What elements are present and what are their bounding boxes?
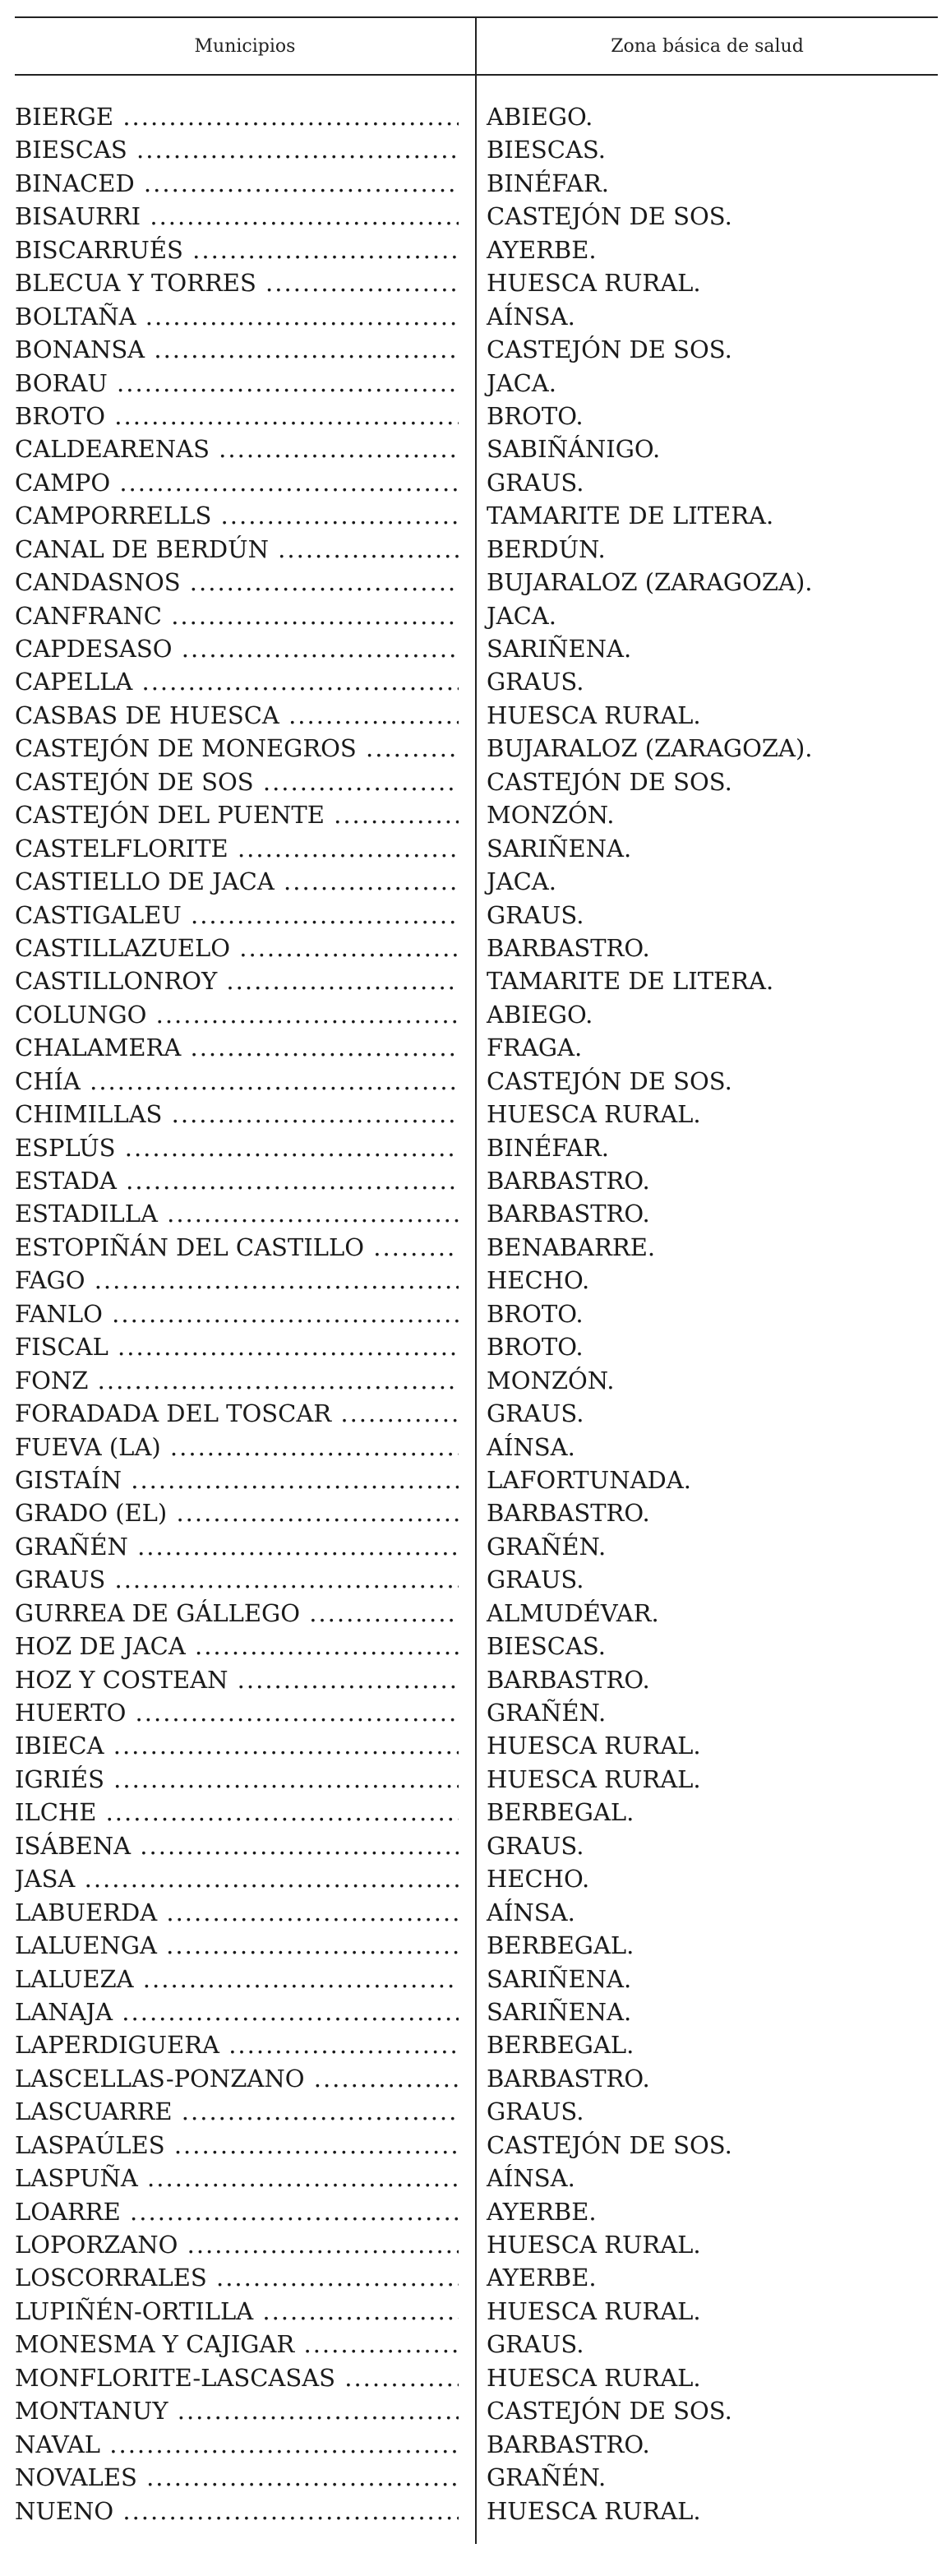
zona-cell: BARBASTRO. (487, 2064, 650, 2093)
table-row (15, 2028, 938, 2061)
zona-cell: HUESCA RURAL. (487, 2496, 701, 2525)
municipio-cell: NOVALES ..... (15, 2461, 459, 2494)
municipio-cell: HUERTO ..... (15, 1696, 459, 1729)
table-row (15, 2428, 938, 2461)
zona-cell: HUESCA RURAL. (487, 2363, 701, 2392)
zona-cell: HUESCA RURAL. (487, 269, 701, 298)
table-row (15, 699, 938, 732)
municipio-cell: GISTAÍN ..... (15, 1464, 459, 1496)
municipio-cell: LASCUARRE ..... (15, 2095, 459, 2128)
zona-cell: MONZÓN. (487, 801, 615, 830)
zona-cell: CASTEJÓN DE SOS. (487, 1066, 732, 1095)
municipio-cell: HOZ DE JACA ..... (15, 1630, 459, 1663)
municipio-cell: JASA ..... (15, 1862, 459, 1895)
table-row (15, 964, 938, 997)
municipio-cell: CALDEARENAS ..... (15, 432, 459, 465)
table-row (15, 133, 938, 166)
table-row (15, 998, 938, 1031)
zona-cell: SARIÑENA. (487, 635, 632, 663)
municipio-cell: ISÁBENA ..... (15, 1829, 459, 1862)
table-row (15, 2195, 938, 2228)
zona-cell: BIESCAS. (487, 136, 606, 164)
municipio-cell: HOZ Y COSTEAN ..... (15, 1663, 459, 1696)
zona-cell: BARBASTRO. (487, 2430, 650, 2458)
municipio-cell: CHALAMERA ..... (15, 1031, 459, 1064)
zona-cell: HECHO. (487, 1865, 590, 1894)
table-row (15, 599, 938, 632)
municipio-cell: CAPELLA ..... (15, 665, 459, 698)
municipio-cell: CASTEJÓN DE SOS ..... (15, 765, 459, 798)
municipio-cell: CASTEJÓN DE MONEGROS ..... (15, 732, 459, 765)
municipio-cell: GRAÑÉN ..... (15, 1530, 459, 1563)
table-row (15, 367, 938, 400)
zona-cell: BARBASTRO. (487, 1200, 650, 1228)
municipio-cell: LASPAÚLES ..... (15, 2129, 459, 2162)
municipio-cell: LUPIÑÉN-ORTILLA ..... (15, 2295, 459, 2328)
zona-cell: CASTEJÓN DE SOS. (487, 767, 732, 796)
municipio-cell: NUENO ..... (15, 2495, 459, 2527)
municipio-cell: LASPUÑA ..... (15, 2162, 459, 2194)
zona-cell: ALMUDÉVAR. (487, 1598, 659, 1627)
municipio-cell: CANAL DE BERDÚN ..... (15, 533, 459, 566)
zona-cell: GRAUS. (487, 1831, 584, 1860)
municipio-cell: COLUNGO ..... (15, 998, 459, 1031)
municipio-cell: GRADO (EL) ..... (15, 1496, 459, 1529)
zona-cell: BERBEGAL. (487, 1931, 635, 1960)
zona-cell: GRAUS. (487, 2097, 584, 2126)
table-row (15, 1065, 938, 1098)
zona-cell: AYERBE. (487, 2197, 597, 2226)
municipio-cell: BIERGE ..... (15, 100, 459, 133)
zona-cell: BROTO. (487, 1333, 584, 1362)
zona-cell: BUJARALOZ (ZARAGOZA). (487, 568, 813, 597)
table-row (15, 1098, 938, 1131)
table-row (15, 665, 938, 698)
zona-cell: AYERBE. (487, 2264, 597, 2292)
zona-cell: BERDÚN. (487, 534, 606, 563)
zona-cell: SARIÑENA. (487, 1997, 632, 2026)
municipio-cell: ESTADA ..... (15, 1164, 459, 1197)
municipio-cell: BINACED ..... (15, 167, 459, 200)
table-row (15, 1829, 938, 1862)
zona-cell: BARBASTRO. (487, 1167, 650, 1195)
table-row (15, 765, 938, 798)
table-row (15, 499, 938, 532)
zona-cell: GRAÑÉN. (487, 2463, 607, 2492)
table-row (15, 1464, 938, 1496)
table-row (15, 234, 938, 266)
zona-cell: GRAUS. (487, 2330, 584, 2359)
municipio-cell: MONFLORITE-LASCASAS ..... (15, 2361, 459, 2394)
table-row (15, 732, 938, 765)
municipio-cell: GRAUS ..... (15, 1563, 459, 1596)
table-row (15, 1364, 938, 1397)
municipio-cell: BORAU ..... (15, 367, 459, 400)
table-row (15, 1630, 938, 1663)
zona-cell: BIESCAS. (487, 1632, 606, 1661)
zona-cell: GRAÑÉN. (487, 1532, 607, 1561)
municipio-cell: GURREA DE GÁLLEGO ..... (15, 1597, 459, 1630)
zona-cell: CASTEJÓN DE SOS. (487, 335, 732, 364)
municipio-cell: FONZ ..... (15, 1364, 459, 1397)
municipio-cell: CASBAS DE HUESCA ..... (15, 699, 459, 732)
table-row (15, 2129, 938, 2162)
municipio-cell: FISCAL ..... (15, 1330, 459, 1363)
municipio-cell: FUEVA (LA) ..... (15, 1431, 459, 1464)
zona-cell: CASTEJÓN DE SOS. (487, 202, 732, 231)
municipios-table (15, 0, 938, 2576)
zona-cell: BUJARALOZ (ZARAGOZA). (487, 734, 813, 763)
table-body (15, 100, 938, 2527)
municipio-cell: CASTILLAZUELO ..... (15, 932, 459, 964)
municipio-cell: IGRIÉS ..... (15, 1763, 459, 1796)
municipio-cell: BROTO ..... (15, 400, 459, 432)
municipio-cell: IBIECA ..... (15, 1729, 459, 1762)
table-row (15, 2228, 938, 2261)
zona-cell: HUESCA RURAL. (487, 1100, 701, 1129)
table-row (15, 1431, 938, 1464)
table-row (15, 1663, 938, 1696)
municipio-cell: ESTOPIÑÁN DEL CASTILLO ..... (15, 1231, 459, 1264)
table-row (15, 1963, 938, 1996)
zona-cell: BERBEGAL. (487, 2031, 635, 2060)
municipio-cell: CAPDESASO ..... (15, 632, 459, 665)
municipio-cell: BLECUA Y TORRES ..... (15, 266, 459, 299)
header-municipios: Municipios (194, 35, 296, 57)
zona-cell: GRAUS. (487, 668, 584, 696)
table-row (15, 432, 938, 465)
zona-cell: SARIÑENA. (487, 834, 632, 863)
table-row (15, 1563, 938, 1596)
table-row (15, 1031, 938, 1064)
zona-cell: BERBEGAL. (487, 1798, 635, 1827)
table-row (15, 1496, 938, 1529)
table-row (15, 1763, 938, 1796)
municipio-cell: CASTILLONROY ..... (15, 964, 459, 997)
zona-cell: BROTO. (487, 1299, 584, 1328)
municipio-cell: MONTANUY ..... (15, 2394, 459, 2427)
zona-cell: GRAÑÉN. (487, 1699, 607, 1727)
table-row (15, 266, 938, 299)
zona-cell: HECHO. (487, 1266, 590, 1295)
zona-cell: CASTEJÓN DE SOS. (487, 2397, 732, 2426)
table-row (15, 832, 938, 865)
municipio-cell: NAVAL ..... (15, 2428, 459, 2461)
table-row (15, 300, 938, 333)
table-row (15, 798, 938, 831)
municipio-cell: CANFRANC ..... (15, 599, 459, 632)
table-row (15, 2162, 938, 2194)
municipio-cell: LASCELLAS-PONZANO ..... (15, 2062, 459, 2095)
table-row (15, 1197, 938, 1230)
municipio-cell: CASTELFLORITE ..... (15, 832, 459, 865)
municipio-cell: CHIMILLAS ..... (15, 1098, 459, 1131)
municipio-cell: BIESCAS ..... (15, 133, 459, 166)
municipio-cell: LOARRE ..... (15, 2195, 459, 2228)
zona-cell: AYERBE. (487, 235, 597, 264)
municipio-cell: LALUEZA ..... (15, 1963, 459, 1996)
table-row (15, 1330, 938, 1363)
zona-cell: JACA. (487, 601, 556, 630)
zona-cell: BENABARRE. (487, 1233, 656, 1261)
zona-cell: JACA. (487, 867, 556, 896)
municipio-cell: CASTEJÓN DEL PUENTE ..... (15, 798, 459, 831)
zona-cell: BARBASTRO. (487, 933, 650, 962)
municipio-cell: BISAURRI ..... (15, 200, 459, 233)
table-row (15, 865, 938, 898)
municipio-cell: BISCARRUÉS ..... (15, 234, 459, 266)
zona-cell: MONZÓN. (487, 1366, 615, 1394)
municipio-cell: CASTIELLO DE JACA ..... (15, 865, 459, 898)
table-row (15, 333, 938, 366)
table-row (15, 1929, 938, 1962)
table-row (15, 2461, 938, 2494)
table-row (15, 466, 938, 499)
table-row (15, 1231, 938, 1264)
header-zona-basica: Zona básica de salud (611, 35, 804, 57)
table-row (15, 1164, 938, 1197)
municipio-cell: CANDASNOS ..... (15, 566, 459, 599)
table-row (15, 1131, 938, 1164)
zona-cell: CASTEJÓN DE SOS. (487, 2130, 732, 2159)
zona-cell: GRAUS. (487, 468, 584, 497)
table-row (15, 1729, 938, 1762)
municipio-cell: FORADADA DEL TOSCAR ..... (15, 1397, 459, 1430)
table-row (15, 1397, 938, 1430)
zona-cell: BINÉFAR. (487, 169, 609, 197)
table-row (15, 1996, 938, 2028)
zona-cell: HUESCA RURAL. (487, 2296, 701, 2325)
zona-cell: GRAUS. (487, 1565, 584, 1594)
zona-cell: SABIÑÁNIGO. (487, 435, 661, 464)
table-row (15, 2295, 938, 2328)
table-row (15, 2361, 938, 2394)
municipio-cell: BOLTAÑA ..... (15, 300, 459, 333)
zona-cell: AÍNSA. (487, 302, 575, 331)
municipio-cell: LABUERDA ..... (15, 1896, 459, 1929)
municipio-cell: MONESMA Y CAJIGAR ..... (15, 2328, 459, 2361)
table-row (15, 533, 938, 566)
table-row (15, 400, 938, 432)
table-row (15, 1896, 938, 1929)
zona-cell: ABIEGO. (487, 103, 593, 131)
zona-cell: BARBASTRO. (487, 1665, 650, 1694)
table-row (15, 2394, 938, 2427)
municipio-cell: ESTADILLA ..... (15, 1197, 459, 1230)
municipio-cell: ILCHE ..... (15, 1796, 459, 1829)
zona-cell: HUESCA RURAL. (487, 701, 701, 729)
table-row (15, 2095, 938, 2128)
municipio-cell: ESPLÚS ..... (15, 1131, 459, 1164)
zona-cell: GRAUS. (487, 900, 584, 929)
municipio-cell: CAMPO ..... (15, 466, 459, 499)
table-row (15, 1862, 938, 1895)
zona-cell: GRAUS. (487, 1399, 584, 1428)
zona-cell: AÍNSA. (487, 2164, 575, 2193)
zona-cell: HUESCA RURAL. (487, 1732, 701, 1760)
table-row (15, 1796, 938, 1829)
municipio-cell: LOSCORRALES ..... (15, 2261, 459, 2294)
municipio-cell: FANLO ..... (15, 1297, 459, 1330)
table-row (15, 200, 938, 233)
municipio-cell: BONANSA ..... (15, 333, 459, 366)
zona-cell: SARIÑENA. (487, 1964, 632, 1993)
table-row (15, 100, 938, 133)
municipio-cell: LAPERDIGUERA ..... (15, 2028, 459, 2061)
table-row (15, 1597, 938, 1630)
zona-cell: JACA. (487, 368, 556, 397)
table-row (15, 932, 938, 964)
zona-cell: TAMARITE DE LITERA. (487, 502, 774, 530)
zona-cell: LAFORTUNADA. (487, 1465, 691, 1494)
zona-cell: AÍNSA. (487, 1898, 575, 1926)
zona-cell: BARBASTRO. (487, 1499, 650, 1528)
zona-cell: HUESCA RURAL. (487, 2231, 701, 2259)
table-row (15, 632, 938, 665)
table-row (15, 167, 938, 200)
municipio-cell: CASTIGALEU ..... (15, 899, 459, 932)
municipio-cell: CHÍA ..... (15, 1065, 459, 1098)
zona-cell: ABIEGO. (487, 1000, 593, 1029)
zona-cell: BROTO. (487, 401, 584, 430)
zona-cell: TAMARITE DE LITERA. (487, 967, 774, 996)
table-row (15, 1297, 938, 1330)
zona-cell: FRAGA. (487, 1034, 583, 1062)
table-row (15, 2328, 938, 2361)
table-row (15, 1264, 938, 1297)
zona-cell: HUESCA RURAL. (487, 1764, 701, 1793)
municipio-cell: CAMPORRELLS ..... (15, 499, 459, 532)
municipio-cell: FAGO ..... (15, 1264, 459, 1297)
table-row (15, 2261, 938, 2294)
municipio-cell: LOPORZANO ..... (15, 2228, 459, 2261)
table-row (15, 566, 938, 599)
municipio-cell: LALUENGA ..... (15, 1929, 459, 1962)
table-row (15, 1530, 938, 1563)
zona-cell: BINÉFAR. (487, 1133, 609, 1162)
table-row (15, 2495, 938, 2527)
table-row (15, 2062, 938, 2095)
municipio-cell: LANAJA ..... (15, 1996, 459, 2028)
zona-cell: AÍNSA. (487, 1432, 575, 1461)
table-row (15, 1696, 938, 1729)
table-row (15, 899, 938, 932)
